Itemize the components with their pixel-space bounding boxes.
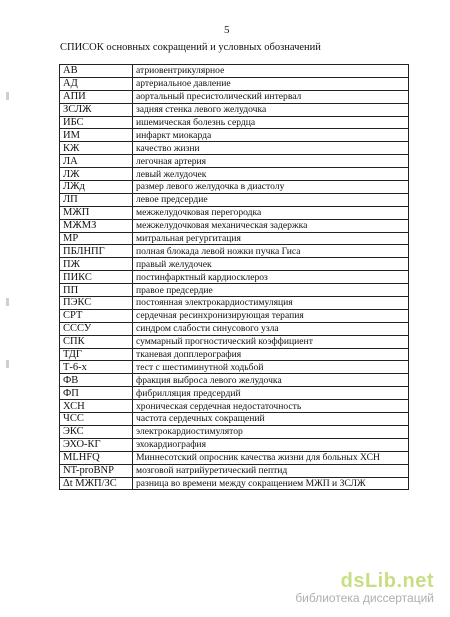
abbreviation-cell: ХСН [60, 400, 133, 413]
table-row [60, 438, 409, 451]
description-cell: постинфарктный кардиосклероз [133, 271, 409, 284]
abbreviations-table-body [60, 65, 409, 490]
page-number: 5 [224, 24, 230, 36]
table-row [60, 90, 409, 103]
description-cell: синдром слабости синусового узла [133, 322, 409, 335]
abbreviation-cell: СССУ [60, 322, 133, 335]
watermark-tagline: библиотека диссертаций [295, 591, 434, 605]
abbreviation-cell: ЭКС [60, 425, 133, 438]
description-cell: левое предсердие [133, 193, 409, 206]
abbreviation-cell: ЗСЛЖ [60, 103, 133, 116]
abbreviation-cell: АД [60, 77, 133, 90]
table-row [60, 425, 409, 438]
table-row [60, 413, 409, 426]
abbreviation-cell: ЭХО-КГ [60, 438, 133, 451]
table-row [60, 374, 409, 387]
abbreviation-cell: MLHFQ [60, 451, 133, 464]
abbreviation-cell: МЖП [60, 206, 133, 219]
abbreviation-cell: ПП [60, 284, 133, 297]
table-row [60, 322, 409, 335]
table-row [60, 245, 409, 258]
table-row [60, 284, 409, 297]
table-row [60, 193, 409, 206]
abbreviation-cell: ПИКС [60, 271, 133, 284]
table-row [60, 155, 409, 168]
abbreviations-table [59, 64, 409, 490]
abbreviation-cell: Δt МЖП/ЗС [60, 477, 133, 490]
table-row [60, 65, 409, 78]
abbreviation-cell: СРТ [60, 309, 133, 322]
description-cell: ишемическая болезнь сердца [133, 116, 409, 129]
description-cell: левый желудочек [133, 168, 409, 181]
description-cell: тест с шестиминутной ходьбой [133, 361, 409, 374]
abbreviation-cell: АПИ [60, 90, 133, 103]
description-cell: частота сердечных сокращений [133, 413, 409, 426]
table-row [60, 103, 409, 116]
table-row [60, 297, 409, 310]
table-row [60, 271, 409, 284]
abbreviation-cell: ПЭКС [60, 297, 133, 310]
description-cell: правое предсердие [133, 284, 409, 297]
description-cell: атриовентрикулярное [133, 65, 409, 78]
table-row [60, 477, 409, 490]
margin-scan-mark [6, 298, 9, 306]
description-cell: электрокардиостимулятор [133, 425, 409, 438]
table-row [60, 309, 409, 322]
table-row [60, 335, 409, 348]
table-row [60, 219, 409, 232]
abbreviation-cell: ЛЖ [60, 168, 133, 181]
abbreviation-cell: NT-proBNP [60, 464, 133, 477]
table-row [60, 361, 409, 374]
abbreviation-cell: СПК [60, 335, 133, 348]
margin-scan-mark [6, 92, 9, 100]
description-cell: артериальное давление [133, 77, 409, 90]
abbreviation-cell: ПЖ [60, 258, 133, 271]
description-cell: качество жизни [133, 142, 409, 155]
abbreviation-cell: АВ [60, 65, 133, 78]
description-cell: тканевая допплерография [133, 348, 409, 361]
table-row [60, 348, 409, 361]
abbreviation-cell: МЖМЗ [60, 219, 133, 232]
document-title: СПИСОК основных сокращений и условных обозначений [60, 42, 321, 53]
table-row [60, 181, 409, 194]
table-row [60, 387, 409, 400]
description-cell: межжелудочковая механическая задержка [133, 219, 409, 232]
table-row [60, 206, 409, 219]
description-cell: аортальный пресистолический интервал [133, 90, 409, 103]
table-row [60, 232, 409, 245]
table-row [60, 116, 409, 129]
abbreviation-cell: ТДГ [60, 348, 133, 361]
description-cell: размер левого желудочка в диастолу [133, 181, 409, 194]
description-cell: постоянная электрокардиостимуляция [133, 297, 409, 310]
table-row [60, 77, 409, 90]
table-row [60, 168, 409, 181]
description-cell: полная блокада левой ножки пучка Гиса [133, 245, 409, 258]
description-cell: суммарный прогностический коэффициент [133, 335, 409, 348]
abbreviation-cell: ЛА [60, 155, 133, 168]
abbreviation-cell: ИМ [60, 129, 133, 142]
abbreviation-cell: ЛП [60, 193, 133, 206]
margin-scan-mark [6, 360, 9, 368]
abbreviation-cell: ПБЛНПГ [60, 245, 133, 258]
description-cell: мозговой натрийуретический пептид [133, 464, 409, 477]
description-cell: Миннесотский опросник качества жизни для больных ХСН [133, 451, 409, 464]
description-cell: фракция выброса левого желудочка [133, 374, 409, 387]
abbreviation-cell: ЛЖд [60, 181, 133, 194]
watermark-logo: dsLib.net [340, 570, 434, 592]
table-row [60, 129, 409, 142]
abbreviation-cell: КЖ [60, 142, 133, 155]
description-cell: сердечная ресинхронизирующая терапия [133, 309, 409, 322]
description-cell: легочная артерия [133, 155, 409, 168]
watermark [295, 571, 434, 605]
abbreviation-cell: ЧСС [60, 413, 133, 426]
description-cell: митральная регургитация [133, 232, 409, 245]
description-cell: межжелудочковая перегородка [133, 206, 409, 219]
abbreviation-cell: ФВ [60, 374, 133, 387]
table-row [60, 142, 409, 155]
table-row [60, 400, 409, 413]
description-cell: правый желудочек [133, 258, 409, 271]
table-row [60, 451, 409, 464]
description-cell: инфаркт миокарда [133, 129, 409, 142]
description-cell: задняя стенка левого желудочка [133, 103, 409, 116]
abbreviation-cell: МР [60, 232, 133, 245]
table-row [60, 464, 409, 477]
table-row [60, 258, 409, 271]
abbreviation-cell: ИБС [60, 116, 133, 129]
description-cell: фибрилляция предсердий [133, 387, 409, 400]
description-cell: разница во времени между сокращением МЖП и ЗСЛЖ [133, 477, 409, 490]
description-cell: эхокардиография [133, 438, 409, 451]
description-cell: хроническая сердечная недостаточность [133, 400, 409, 413]
abbreviation-cell: ФП [60, 387, 133, 400]
abbreviation-cell: Т-6-х [60, 361, 133, 374]
